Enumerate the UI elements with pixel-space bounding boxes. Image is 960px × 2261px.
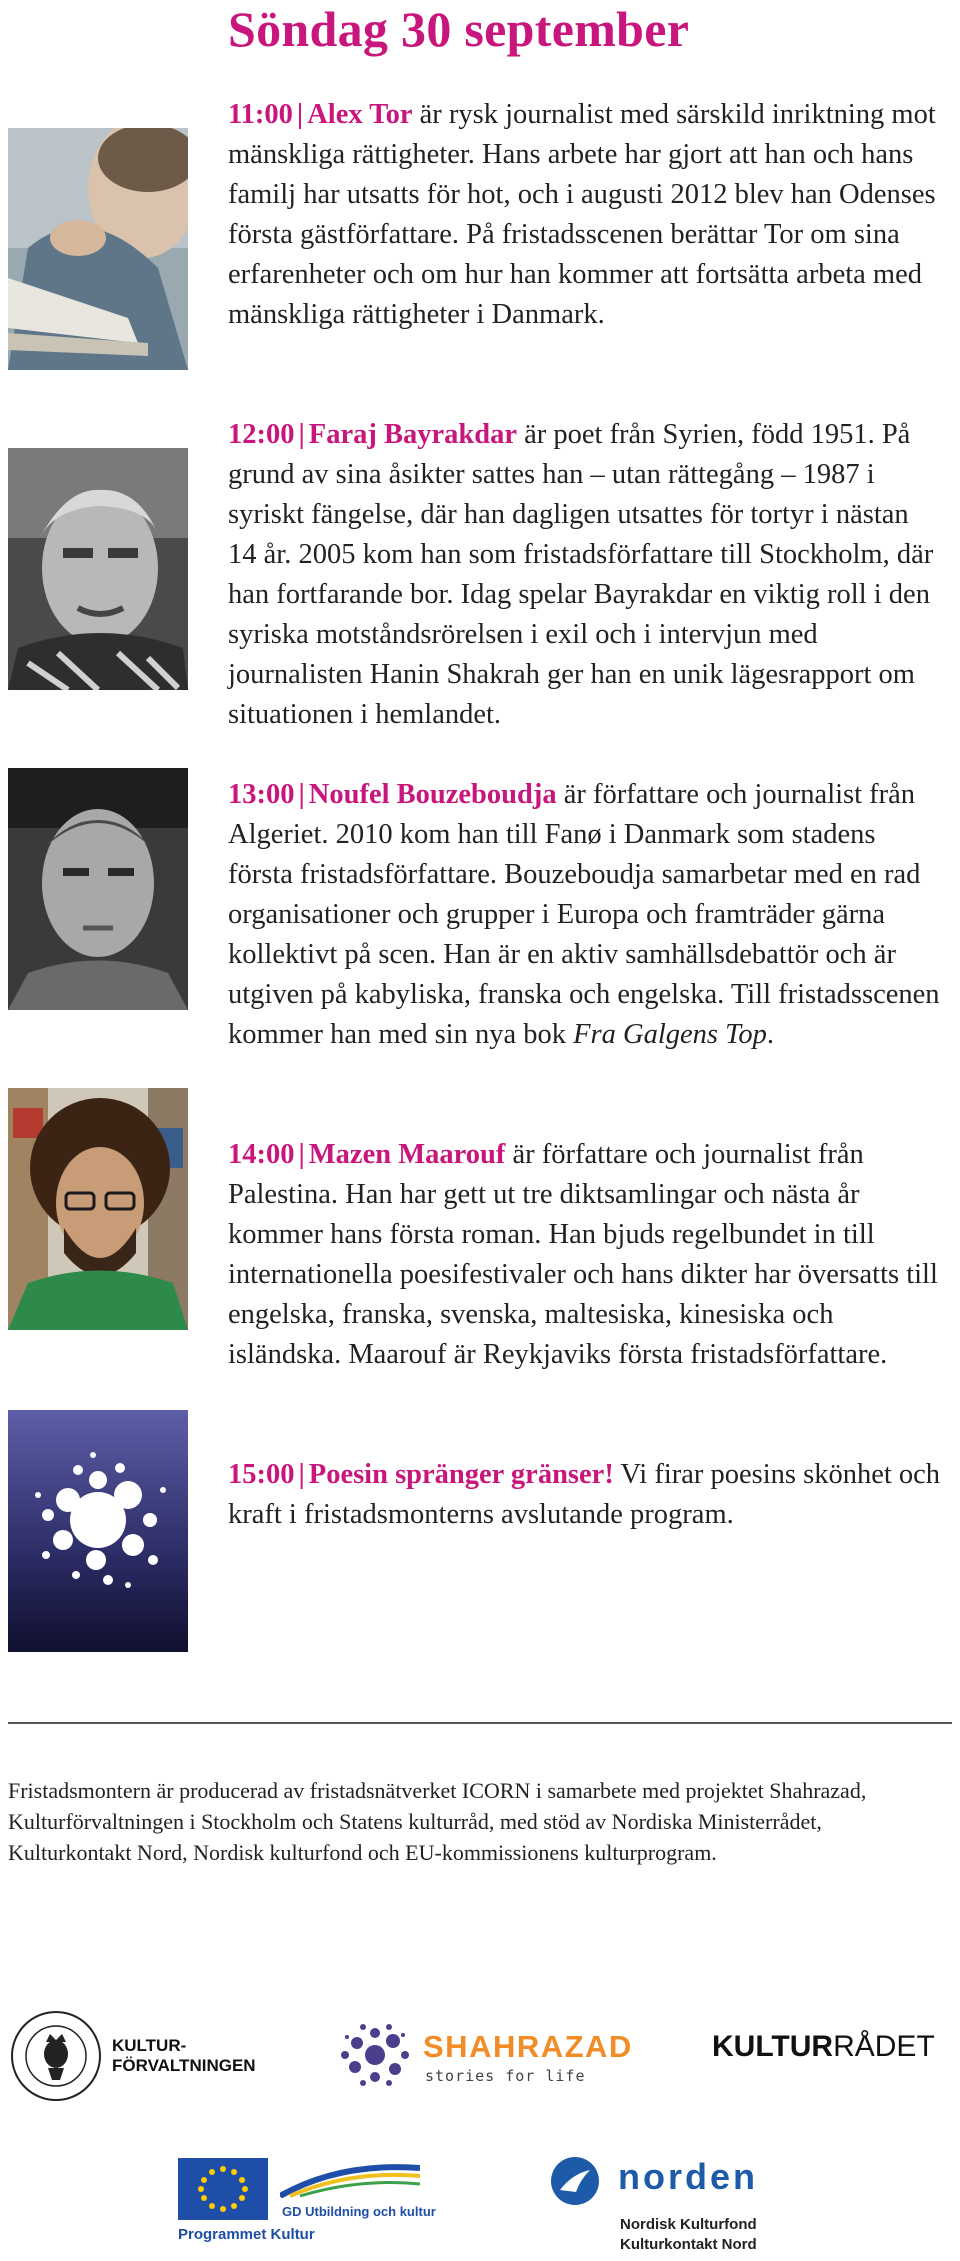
shahrazad-logo [335,2015,635,2095]
gd-text: GD Utbildning och kultur [282,2204,436,2219]
kulturradet-bold: KULTUR [712,2030,834,2063]
entry-name: Faraj Bayrakdar [308,419,517,450]
entry-text: är författare och journalist från Palestina. Han har gett ut tre diktsamlingar och nästa år kommer hans första roman. Han bjuds regelbundet in till internationella poesifestivaler och hans dikter har översatts till engelska, franska, svenska, maltesiska, kinesiska och isländska. Maarouf är Reykjaviks första fristadsförfattare. [228,1139,938,1370]
entry-mazen-maarouf [228,1135,943,1375]
entry-faraj-bayrakdar [228,415,943,735]
entry-time: 11:00 [228,99,293,130]
entry-text: är poet från Syrien, född 1951. På grund av sina åsikter sattes han – utan rättegång – 1987 i syriskt fängelse, där han dagligen utsattes för tortyr i nästan 14 år. 2005 kom han som fristadsförfattare till Stockholm, där han fortfarande bor. Idag spelar Bayrakdar en viktig roll i den syriska motståndsrörelsen i exil och i intervjun med journalisten Hanin Shakrah ger han en unik lägesrapport om situationen i hemlandet. [228,419,934,730]
entry-text: är rysk journalist med särskild inriktning mot mänskliga rättigheter. Hans arbete har gjort att han och hans familj har utsatts för hot, och i augusti 2012 blev han Odenses första gästförfattare. På fristadsscenen berättar Tor om sina erfarenheter och om hur han kommer att fortsätta arbeta med mänskliga rättigheter i Danmark. [228,99,936,330]
kulturforvaltningen-line-2: FÖRVALTNINGEN [112,2056,256,2075]
separator: | [298,1139,305,1170]
entry-text: är författare och journalist från Algeriet. 2010 kom han till Fanø i Danmark som stadens första fristadsförfattare. Bouzeboudja samarbetar med en rad organisationer och grupper i Europa och framträder gärna kollektivt på scen. Han är en aktiv samhällsdebattör och är utgiven på kabyliska, franska och engelska. Till fristadsscenen kommer han med sin nya bok [228,779,940,1050]
norden-logo [550,2156,810,2256]
entry-name: Alex Tor [307,99,413,130]
entry-noufel-bouzeboudja [228,775,943,1055]
gd-swoosh-icon [280,2158,420,2198]
programmet-kultur-text: Programmet Kultur [178,2226,315,2243]
credits-text: Fristadsmontern är producerad av fristadsnätverket ICORN i samarbete med projektet Shahrazad, Kulturförvaltningen i Stockholm och Statens kulturråd, med stöd av Nordiska Ministerrådet, Kulturkontakt Nord, Nordisk kulturfond och EU-kommissionens kulturprogram. [8,1778,867,1865]
norden-swan-icon [550,2156,600,2206]
entry-name: Noufel Bouzeboudja [308,779,557,810]
separator: | [298,779,305,810]
alex-tor-photo [8,128,188,370]
entry-name: Poesin spränger gränser! [308,1459,614,1490]
separator: | [298,419,305,450]
separator: | [296,99,304,130]
kulturradet-light: RÅDET [833,2030,935,2063]
mazen-maarouf-photo [8,1088,188,1330]
entry-text-end: . [766,1019,774,1050]
entry-poetry-program [228,1455,943,1535]
poetry-splash-graphic [8,1410,188,1652]
norden-subtitle-2: Kulturkontakt Nord [620,2236,757,2253]
entry-time: 14:00 [228,1139,295,1170]
shahrazad-dots-icon [335,2015,415,2095]
noufel-bouzeboudja-photo [8,768,188,1010]
entry-time: 13:00 [228,779,295,810]
separator: | [298,1459,305,1490]
eu-flag-logo [178,2158,268,2220]
norden-title: norden [618,2156,758,2197]
norden-subtitle-1: Nordisk Kulturfond [620,2216,757,2233]
entry-name: Mazen Maarouf [308,1139,506,1170]
faraj-bayrakdar-photo [8,448,188,690]
kulturforvaltningen-line-1: KULTUR- [112,2036,187,2055]
entry-alex-tor [228,95,943,335]
page-title: Söndag 30 september [228,1,690,57]
entry-text: Vi firar poesins skönhet och kraft i fristadsmonterns avslutande program. [228,1459,941,1530]
divider [8,1722,952,1724]
shahrazad-subtitle: stories for life [425,2067,586,2085]
entry-time: 15:00 [228,1459,295,1490]
book-title: Fra Galgens Top [573,1019,767,1050]
entry-time: 12:00 [228,419,295,450]
kulturradet-logo [712,2030,935,2064]
shahrazad-title: SHAHRAZAD [423,2029,633,2064]
kulturforvaltningen-logo [112,2036,256,2076]
stockholm-seal-logo [10,2010,102,2102]
